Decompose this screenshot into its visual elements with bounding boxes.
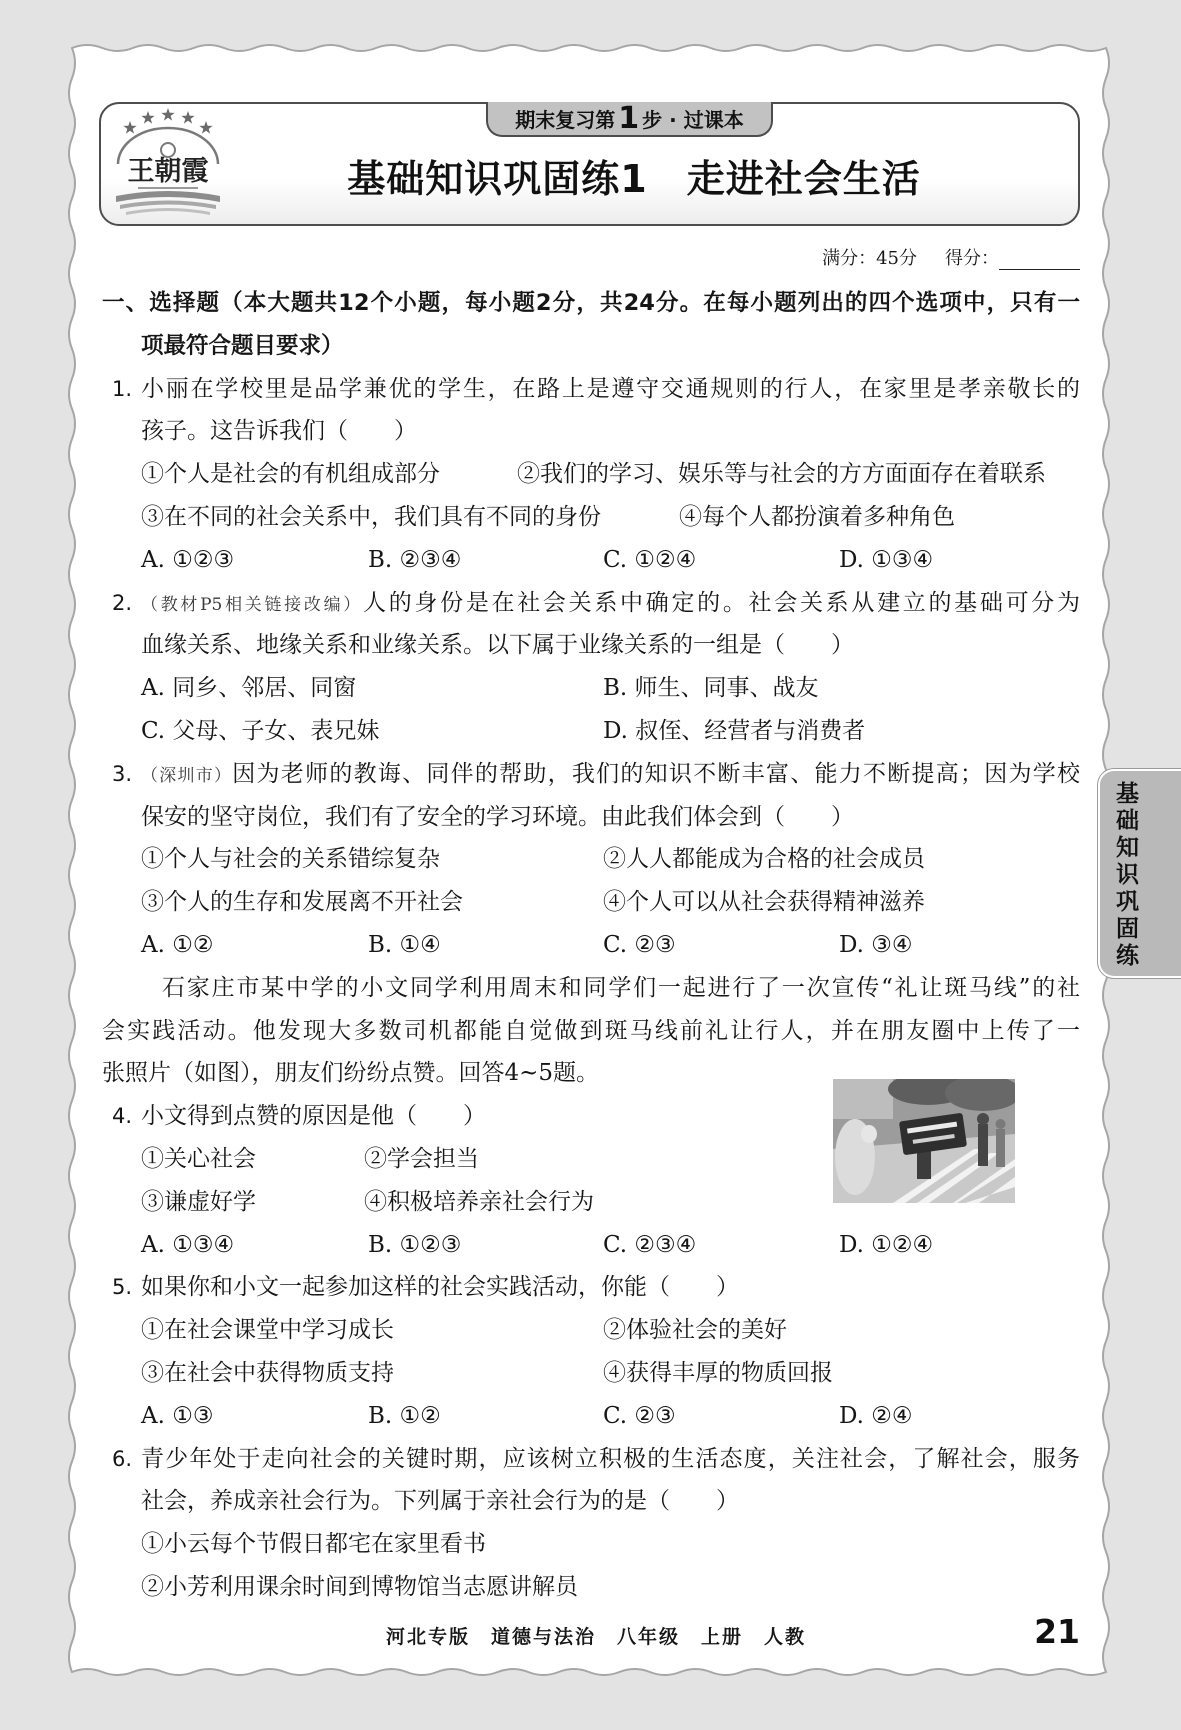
question-stem: 因为老师的教诲、同伴的帮助，我们的知识不断丰富、能力不断提高；因为学校: [232, 760, 1080, 787]
photo-building: [833, 1079, 893, 1119]
footer-edition: 河北专版 道德与法治 八年级 上册 人教: [385, 1626, 806, 1648]
earned-score-blank: [999, 247, 1080, 270]
question-stem: 保安的坚守岗位，我们有了安全的学习环境。由此我们体会到（ ）: [141, 803, 854, 830]
q2-options-row-2: [0, 710, 1181, 753]
option-d: D. 叔侄、经营者与消费者: [603, 718, 866, 745]
option-c: C. ①②④: [603, 546, 697, 573]
logo-star: [181, 111, 194, 124]
q3-line-2: [0, 796, 1181, 839]
question-stem: 如果你和小文一起参加这样的社会实践活动，你能（ ）: [141, 1274, 739, 1301]
question-stem: 小丽在学校里是品学兼优的学生，在路上是遵守交通规则的行人，在家里是孝亲敬长的: [141, 375, 1080, 402]
option-b: B. 师生、同事、战友: [603, 675, 819, 702]
photo-pedestrian-head: [996, 1119, 1006, 1129]
photo-person-head: [861, 1125, 877, 1143]
q4-options: [0, 1224, 1181, 1267]
photo-pedestrian: [996, 1129, 1005, 1167]
option-b: B. ①④: [368, 932, 441, 959]
question-stem: 血缘关系、地缘关系和业缘关系。以下属于业缘关系的一组是（ ）: [141, 632, 854, 659]
statement: ③在社会中获得物质支持: [141, 1360, 394, 1387]
q1-options: [0, 539, 1181, 582]
question-number: 5.: [112, 1275, 133, 1300]
statement: ②人人都能成为合格的社会成员: [603, 846, 925, 873]
statement: ①个人是社会的有机组成部分: [141, 461, 440, 488]
section-heading-line-2: [0, 325, 1181, 368]
q6-statement-2: [0, 1566, 1181, 1609]
question-number: 6.: [112, 1446, 133, 1471]
question-stem: 社会，养成亲社会行为。下列属于亲社会行为的是（ ）: [141, 1488, 739, 1515]
tab-step-number: 1: [618, 100, 640, 136]
option-b: B. ①②: [368, 1402, 441, 1429]
q1-line-2: [0, 410, 1181, 453]
statement: ③在不同的社会关系中，我们具有不同的身份: [141, 504, 601, 531]
question-stem-line: [141, 753, 1080, 798]
q5-statements-row-2: [0, 1352, 1181, 1395]
passage-text: 会实践活动。他发现大多数司机都能自觉做到斑马线前礼让行人，并在朋友圈中上传了一: [102, 1017, 1080, 1044]
page-number: 21: [1034, 1612, 1080, 1651]
q2-line-1: [0, 582, 1181, 625]
q3-statements-row-1: [0, 838, 1181, 881]
score-line: [700, 242, 1080, 270]
earned-score-label: 得分：: [945, 248, 999, 269]
statement: ①小云每个节假日都宅在家里看书: [141, 1531, 486, 1558]
option-b: B. ①②③: [368, 1231, 462, 1258]
chapter-side-tab: [1098, 769, 1181, 978]
question-stem: 人的身份是在社会关系中确定的。社会关系从建立的基础可分为: [363, 589, 1080, 616]
question-source: （教材P5相关链接改编）: [141, 594, 363, 615]
logo-band: [120, 201, 216, 210]
q6-line-2: [0, 1480, 1181, 1523]
question-source: （深圳市）: [141, 765, 233, 786]
q5-line-1: [0, 1266, 1181, 1309]
zebra-crossing-photo: [833, 1079, 1015, 1203]
q2-options-row-1: [0, 667, 1181, 710]
q5-statements-row-1: [0, 1309, 1181, 1352]
q1-line-1: [0, 368, 1181, 411]
q3-statements-row-2: [0, 881, 1181, 924]
q6-statement-1: [0, 1523, 1181, 1566]
option-a: A. ①③④: [141, 1231, 235, 1258]
logo-star: [161, 108, 174, 121]
logo-band: [116, 191, 220, 202]
statement: ④每个人都扮演着多种角色: [679, 504, 955, 531]
option-c: C. ②③④: [603, 1231, 697, 1258]
statement: ②小芳利用课余时间到博物馆当志愿讲解员: [141, 1574, 578, 1600]
question-number: 2.: [112, 590, 133, 615]
statement: ②体验社会的美好: [603, 1317, 787, 1344]
q5-options: [0, 1395, 1181, 1438]
tab-suffix: 步 · 过课本: [642, 108, 744, 132]
tab-prefix: 期末复习第: [515, 108, 616, 132]
q3-options: [0, 924, 1181, 967]
option-d: D. ①③④: [839, 546, 934, 573]
side-tab-label: 基础知识巩固练: [1112, 781, 1138, 970]
option-b: B. ②③④: [368, 546, 462, 573]
question-number: 3.: [112, 761, 133, 786]
statement: ④个人可以从社会获得精神滋养: [603, 889, 925, 916]
statement: ①关心社会: [141, 1146, 256, 1173]
question-number: 4.: [112, 1104, 133, 1129]
question-stem: 小文得到点赞的原因是他（ ）: [141, 1103, 486, 1130]
photo-pedestrian: [978, 1124, 988, 1166]
statement: ②学会担当: [364, 1146, 479, 1173]
q1-statements-row-1: [0, 453, 1181, 496]
statement: ②我们的学习、娱乐等与社会的方方面面存在着联系: [517, 461, 1046, 488]
option-c: C. ②③: [603, 1402, 676, 1429]
question-stem: 孩子。这告诉我们（ ）: [141, 418, 417, 445]
statement: ①个人与社会的关系错综复杂: [141, 846, 440, 873]
logo-band: [126, 208, 210, 215]
section-heading-continued: 项最符合题目要求）: [141, 332, 344, 359]
logo-star: [141, 111, 154, 124]
logo-star: [199, 121, 212, 134]
statement: ①在社会课堂中学习成长: [141, 1317, 394, 1344]
question-section: [0, 282, 1181, 1609]
statement: ④获得丰厚的物质回报: [603, 1360, 833, 1387]
option-a: A. ①②③: [141, 546, 235, 573]
option-a: A. ①②: [141, 932, 214, 959]
question-number: 1.: [112, 376, 133, 401]
review-step-tab: [486, 102, 773, 137]
q1-statements-row-2: [0, 496, 1181, 539]
option-c: C. ②③: [603, 932, 676, 959]
logo-lettering: 王朝霞: [127, 156, 209, 187]
passage-line-2: [0, 1010, 1181, 1053]
passage-line-1: [0, 967, 1181, 1010]
option-d: D. ③④: [839, 932, 913, 959]
passage-text: 石家庄市某中学的小文同学利用周末和同学们一起进行了一次宣传“礼让斑马线”的社: [162, 974, 1080, 1001]
option-d: D. ①②④: [839, 1231, 934, 1258]
statement: ③个人的生存和发展离不开社会: [141, 889, 463, 916]
page-title: 基础知识巩固练1 走进社会生活: [347, 157, 921, 201]
statement: ③谦虚好学: [141, 1188, 256, 1215]
q2-line-2: [0, 624, 1181, 667]
publisher-logo: [108, 106, 228, 218]
question-stem-line: [141, 582, 1080, 627]
logo-emblem: [161, 143, 175, 157]
passage-text: 张照片（如图），朋友们纷纷点赞。回答4~5题。: [102, 1060, 600, 1087]
photo-pedestrian-head: [977, 1113, 989, 1125]
option-d: D. ②④: [839, 1402, 913, 1429]
q6-line-1: [0, 1438, 1181, 1481]
logo-star: [123, 121, 136, 134]
q3-line-1: [0, 753, 1181, 796]
option-a: A. 同乡、邻居、同窗: [141, 675, 357, 702]
statement: ④积极培养亲社会行为: [364, 1188, 594, 1215]
option-a: A. ①③: [141, 1402, 214, 1429]
section-heading-line-1: [0, 282, 1181, 325]
full-score-label: 满分：45分: [822, 248, 917, 269]
section-heading: 一、选择题（本大题共12个小题，每小题2分，共24分。在每小题列出的四个选项中，只有一: [102, 290, 1080, 317]
option-c: C. 父母、子女、表兄妹: [141, 718, 380, 745]
question-stem: 青少年处于走向社会的关键时期，应该树立积极的生活态度，关注社会，了解社会，服务: [141, 1445, 1080, 1472]
